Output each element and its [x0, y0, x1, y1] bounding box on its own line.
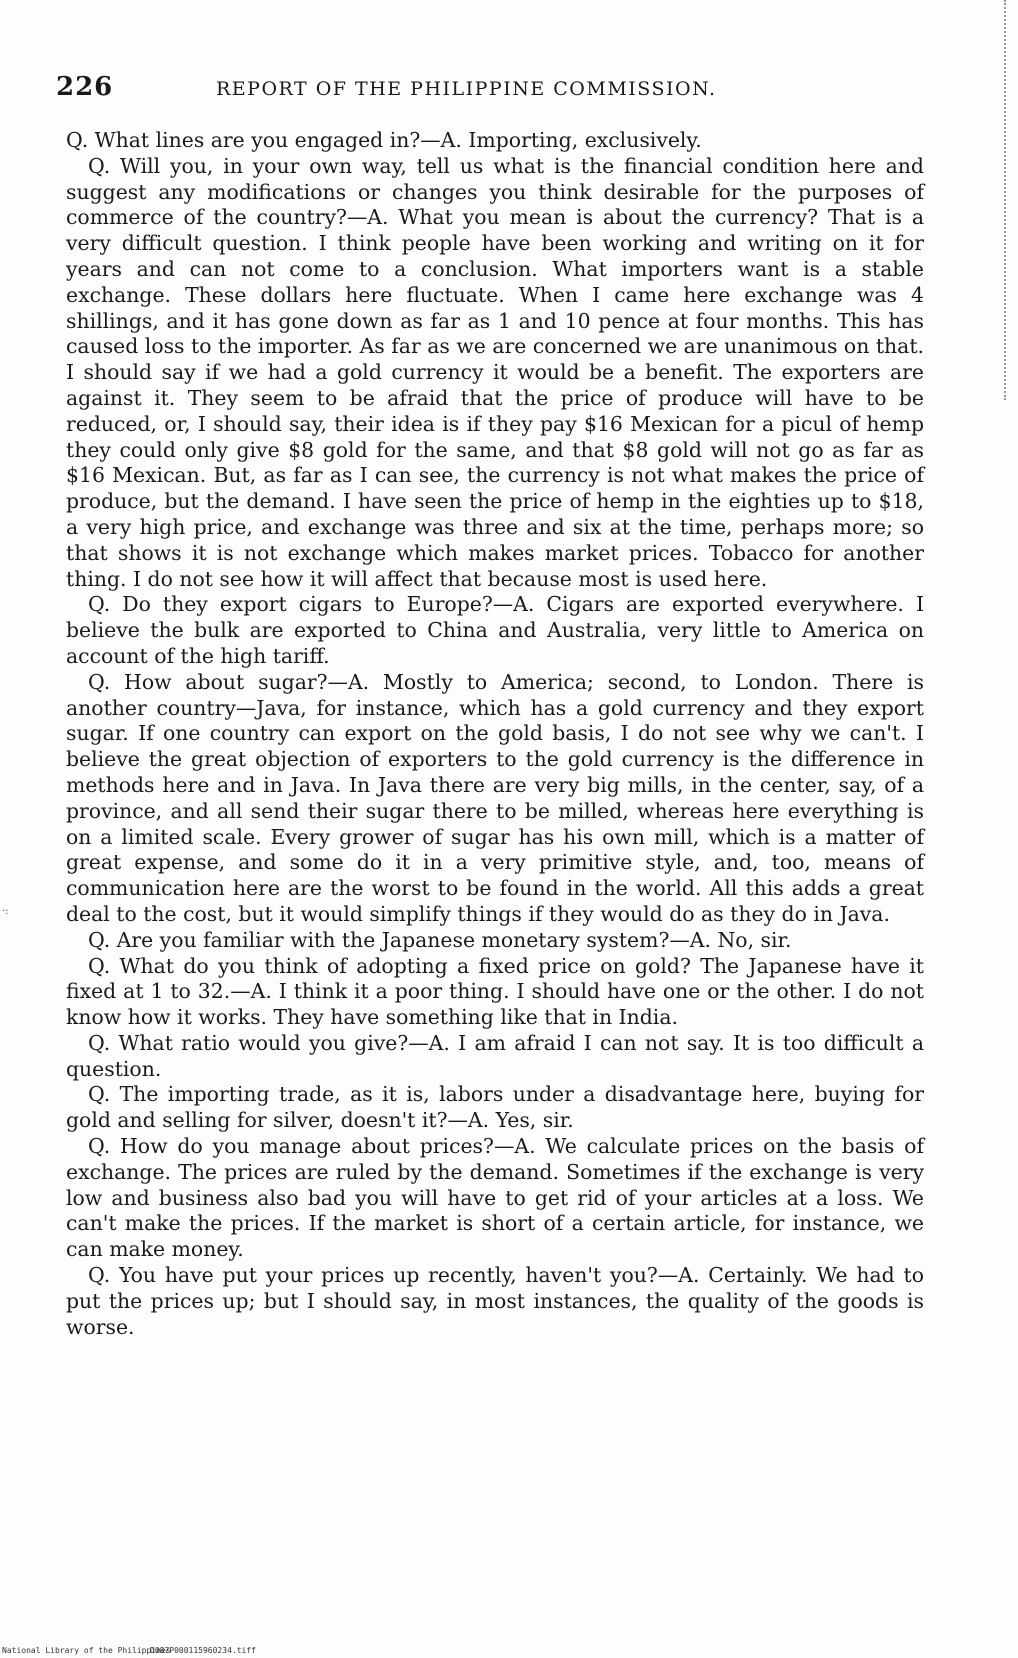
page-edge-mark	[1004, 0, 1016, 400]
paragraph: Q. How about sugar?—A. Mostly to America; second, to London. There is another country—Java, for instance, which has a gold currency and they export sugar. If one country can export on the gold basis, I do not see why we can't. I believe the great objection of exporters to the gold currency is the difference in methods here and in Java. In Java there are very big mills, in the center, say, of a province, and all send their sugar there to be milled, whereas here everything is on a limited scale. Every grower of sugar has his own mill, which is a matter of great expense, and some do it in a very primitive style, and, too, means of communication here are the worst to be found in the world. All this adds a great deal to the cost, but it would simplify things if they would do as they do in Java.	[66, 669, 924, 926]
paragraph: Q. Do they export cigars to Europe?—A. Cigars are exported everywhere. I believe the bulk are exported to China and Australia, very little to America on account of the high tariff.	[66, 592, 924, 668]
footer-library: National Library of the Philippines	[2, 1646, 171, 1655]
paragraph: Q. What do you think of adopting a fixed price on gold? The Japanese have it fixed at 1 to 32.—A. I think it a poor thing. I should have one or the other. I do not know how it works. They have something like that in India.	[66, 953, 924, 1030]
paragraph: Q. What lines are you engaged in?—A. Importing, exclusively.	[66, 128, 702, 152]
body-text	[66, 128, 924, 1340]
footer-file-id: D087P000115960234.tiff	[150, 1646, 256, 1655]
page-header	[56, 72, 736, 112]
paragraph: Q. Will you, in your own way, tell us what is the financial condition here and suggest any modifications or changes you think desirable for the purposes of commerce of the country?—A. What you mean is about the currency? That is a very difficult question. I think people have been working and writing on it for years and can not come to a conclusion. What importers want is a stable exchange. These dollars here fluctuate. When I came here exchange was 4 shillings, and it has gone down as far as 1 and 10 pence at four months. This has caused loss to the importer. As far as we are concerned we are unanimous on that. I should say if we had a gold currency it would be a benefit. The exporters are against it. They seem to be afraid that the price of produce will have to be reduced, or, I should say, their idea is if they pay $16 Mexican for a picul of hemp they could only give $8 gold for the same, and that $8 gold will not go as far as $16 Mexican. But, as far as I can see, the currency is not what makes the price of produce, but the demand. I have seen the price of hemp in the eighties up to $18, a very high price, and exchange was three and six at the time, perhaps more; so that shows it is not exchange which makes market prices. Tobacco for another thing. I do not see how it will affect that because most is used here.	[66, 153, 924, 591]
paragraph: Q. Are you familiar with the Japanese monetary system?—A. No, sir.	[88, 927, 792, 952]
paragraph: Q. What ratio would you give?—A. I am afraid I can not say. It is too difficult a question.	[66, 1030, 924, 1081]
paragraph: Q. How do you manage about prices?—A. We calculate prices on the basis of exchange. The prices are ruled by the demand. Sometimes if the exchange is very low and business also bad you will have to get rid of your articles at a loss. We can't make the prices. If the market is short of a certain article, for instance, we can make money.	[66, 1134, 924, 1262]
paragraph: Q. You have put your prices up recently, haven't you?—A. Certainly. We had to put the prices up; but I should say, in most instances, the quality of the goods is worse.	[66, 1263, 924, 1339]
paragraph: Q. The importing trade, as it is, labors under a disadvantage here, buying for gold and selling for silver, doesn't it?—A. Yes, sir.	[66, 1082, 924, 1133]
scan-footer	[0, 1644, 1018, 1658]
scan-speck: ·:	[2, 906, 9, 917]
running-head: REPORT OF THE PHILIPPINE COMMISSION.	[216, 78, 717, 100]
page-number: 226	[56, 72, 114, 102]
